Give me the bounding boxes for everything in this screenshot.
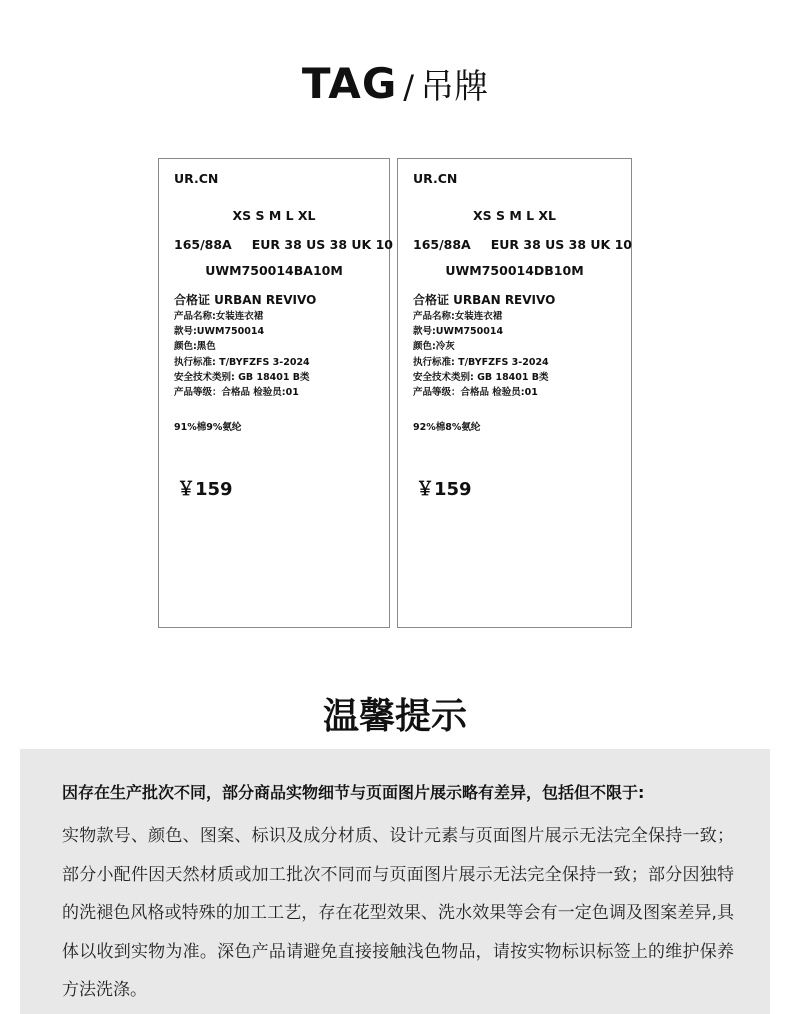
tag-detail-line: 产品等级：合格品 检验员:01	[413, 386, 538, 398]
tag-detail-line: 产品名称:女装连衣裙	[413, 311, 503, 322]
tag-detail-line: 安全技术类别: GB 18401 B类	[413, 371, 549, 383]
notice-lead: 因存在生产批次不同，部分商品实物细节与页面图片展示略有差异，包括但不限于:	[62, 783, 645, 802]
tag-certificate: 合格证 URBAN REVIVO	[413, 293, 556, 307]
page-title	[0, 60, 790, 117]
tag-size-row	[174, 237, 393, 252]
tag-size-row	[413, 237, 632, 252]
title-zh: 吊牌	[420, 67, 489, 107]
tag-sku: UWM750014BA10M	[205, 263, 343, 278]
tag-material: 92%棉8%氨纶	[413, 422, 481, 433]
tag-brand: UR.CN	[413, 171, 458, 186]
tag-price: ￥159	[416, 479, 472, 500]
title-en: TAG	[301, 59, 398, 108]
tag-detail-line: 款号:UWM750014	[413, 326, 504, 338]
tag-eur-size: EUR 38 US 38 UK 10	[251, 237, 393, 252]
tag-detail-line: 执行标准: T/BYFZFS 3-2024	[413, 356, 549, 368]
tag-size-code: 165/88A	[413, 237, 471, 252]
tag-size-range: XS S M L XL	[232, 208, 316, 223]
tag-certificate: 合格证 URBAN REVIVO	[174, 293, 317, 307]
tag-size-range: XS S M L XL	[472, 208, 557, 223]
tag-detail-line: 执行标准: T/BYFZFS 3-2024	[174, 356, 310, 368]
tag-detail-line: 颜色:冷灰	[413, 341, 455, 353]
tag-eur-size: EUR 38 US 38 UK 10	[490, 237, 632, 252]
tag-detail-line: 产品名称:女装连衣裙	[174, 311, 264, 322]
tag-size-code: 165/88A	[174, 237, 232, 252]
tag-detail-line: 产品等级：合格品 检验员:01	[174, 386, 299, 398]
tag-price: ￥159	[177, 479, 233, 500]
tag-detail-line: 颜色:黑色	[174, 341, 216, 353]
notice-box	[20, 749, 770, 1014]
notice-body: 实物款号、颜色、图案、标识及成分材质、设计元素与页面图片展示无法完全保持一致；部分小配件因天然材质或加工批次不同而与页面图片展示无法完全保持一致；部分因独特的洗褪色风格或特殊的加工工艺，存在花型效果、洗水效果等会有一定色调及图案差异,具体以收到实物为准。深色产品请避免直接接触浅色物品，请按实物标识标签上的维护保养方法洗涤。	[62, 826, 734, 1000]
tag-detail-line: 款号:UWM750014	[174, 326, 265, 338]
title-separator: /	[403, 68, 415, 106]
notice-title: 温馨提示	[322, 696, 467, 737]
tag-detail-line: 安全技术类别: GB 18401 B类	[174, 371, 310, 383]
tag-material: 91%棉9%氨纶	[174, 422, 242, 433]
tag-sku: UWM750014DB10M	[445, 263, 584, 278]
tag-details	[174, 309, 310, 400]
tag-details	[413, 309, 549, 400]
tag-card-gray	[397, 158, 632, 628]
tag-card-black	[158, 158, 393, 628]
tag-brand: UR.CN	[174, 171, 219, 186]
